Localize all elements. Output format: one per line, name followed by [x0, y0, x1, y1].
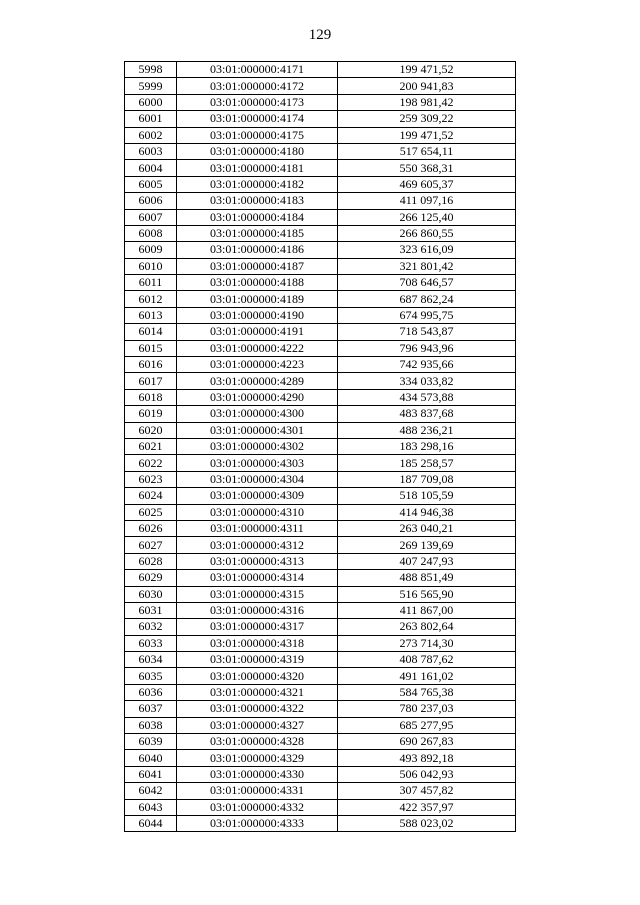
table-row — [125, 619, 516, 635]
cadastral-number-cell: 03:01:000000:4186 — [177, 242, 338, 258]
cadastral-number-cell: 03:01:000000:4289 — [177, 373, 338, 389]
value-cell: 414 946,38 — [338, 504, 516, 520]
row-number-cell: 6027 — [125, 537, 177, 553]
table-row — [125, 717, 516, 733]
cadastral-number-cell: 03:01:000000:4321 — [177, 684, 338, 700]
table-row — [125, 734, 516, 750]
row-number-cell: 6005 — [125, 176, 177, 192]
value-cell: 259 309,22 — [338, 111, 516, 127]
value-cell: 493 892,18 — [338, 750, 516, 766]
value-cell: 687 862,24 — [338, 291, 516, 307]
table-row — [125, 652, 516, 668]
row-number-cell: 6028 — [125, 553, 177, 569]
registry-table — [124, 61, 516, 832]
cadastral-number-cell: 03:01:000000:4173 — [177, 94, 338, 110]
table-row — [125, 488, 516, 504]
row-number-cell: 6012 — [125, 291, 177, 307]
value-cell: 411 867,00 — [338, 602, 516, 618]
row-number-cell: 6000 — [125, 94, 177, 110]
row-number-cell: 6038 — [125, 717, 177, 733]
table-row — [125, 143, 516, 159]
table-row — [125, 586, 516, 602]
cadastral-number-cell: 03:01:000000:4314 — [177, 570, 338, 586]
row-number-cell: 6035 — [125, 668, 177, 684]
cadastral-number-cell: 03:01:000000:4191 — [177, 324, 338, 340]
cadastral-number-cell: 03:01:000000:4172 — [177, 78, 338, 94]
table-row — [125, 225, 516, 241]
value-cell: 408 787,62 — [338, 652, 516, 668]
row-number-cell: 6006 — [125, 193, 177, 209]
row-number-cell: 6041 — [125, 766, 177, 782]
table-row — [125, 520, 516, 536]
row-number-cell: 6040 — [125, 750, 177, 766]
row-number-cell: 5999 — [125, 78, 177, 94]
value-cell: 183 298,16 — [338, 438, 516, 454]
cadastral-number-cell: 03:01:000000:4189 — [177, 291, 338, 307]
row-number-cell: 6043 — [125, 799, 177, 815]
cadastral-number-cell: 03:01:000000:4175 — [177, 127, 338, 143]
row-number-cell: 6032 — [125, 619, 177, 635]
cadastral-number-cell: 03:01:000000:4183 — [177, 193, 338, 209]
row-number-cell: 6016 — [125, 357, 177, 373]
table-row — [125, 701, 516, 717]
cadastral-number-cell: 03:01:000000:4190 — [177, 307, 338, 323]
value-cell: 780 237,03 — [338, 701, 516, 717]
table-row — [125, 209, 516, 225]
value-cell: 491 161,02 — [338, 668, 516, 684]
table-row — [125, 307, 516, 323]
cadastral-number-cell: 03:01:000000:4290 — [177, 389, 338, 405]
value-cell: 185 258,57 — [338, 455, 516, 471]
table-row — [125, 62, 516, 78]
row-number-cell: 6039 — [125, 734, 177, 750]
table-row — [125, 127, 516, 143]
row-number-cell: 6008 — [125, 225, 177, 241]
row-number-cell: 6007 — [125, 209, 177, 225]
row-number-cell: 6042 — [125, 783, 177, 799]
value-cell: 273 714,30 — [338, 635, 516, 651]
cadastral-number-cell: 03:01:000000:4313 — [177, 553, 338, 569]
table-row — [125, 78, 516, 94]
table-row — [125, 553, 516, 569]
row-number-cell: 6002 — [125, 127, 177, 143]
value-cell: 796 943,96 — [338, 340, 516, 356]
table-row — [125, 340, 516, 356]
row-number-cell: 6019 — [125, 406, 177, 422]
cadastral-number-cell: 03:01:000000:4181 — [177, 160, 338, 176]
value-cell: 488 236,21 — [338, 422, 516, 438]
value-cell: 708 646,57 — [338, 275, 516, 291]
value-cell: 483 837,68 — [338, 406, 516, 422]
cadastral-number-cell: 03:01:000000:4333 — [177, 815, 338, 831]
cadastral-number-cell: 03:01:000000:4304 — [177, 471, 338, 487]
value-cell: 187 709,08 — [338, 471, 516, 487]
cadastral-number-cell: 03:01:000000:4303 — [177, 455, 338, 471]
row-number-cell: 6004 — [125, 160, 177, 176]
value-cell: 263 040,21 — [338, 520, 516, 536]
row-number-cell: 6003 — [125, 143, 177, 159]
row-number-cell: 6014 — [125, 324, 177, 340]
value-cell: 407 247,93 — [338, 553, 516, 569]
row-number-cell: 6024 — [125, 488, 177, 504]
table-row — [125, 406, 516, 422]
cadastral-number-cell: 03:01:000000:4223 — [177, 357, 338, 373]
value-cell: 506 042,93 — [338, 766, 516, 782]
value-cell: 516 565,90 — [338, 586, 516, 602]
table-row — [125, 258, 516, 274]
cadastral-number-cell: 03:01:000000:4330 — [177, 766, 338, 782]
row-number-cell: 6029 — [125, 570, 177, 586]
table-row — [125, 160, 516, 176]
cadastral-number-cell: 03:01:000000:4332 — [177, 799, 338, 815]
row-number-cell: 6001 — [125, 111, 177, 127]
cadastral-number-cell: 03:01:000000:4327 — [177, 717, 338, 733]
value-cell: 742 935,66 — [338, 357, 516, 373]
value-cell: 488 851,49 — [338, 570, 516, 586]
table-row — [125, 471, 516, 487]
table-row — [125, 324, 516, 340]
cadastral-number-cell: 03:01:000000:4180 — [177, 143, 338, 159]
cadastral-number-cell: 03:01:000000:4331 — [177, 783, 338, 799]
row-number-cell: 6025 — [125, 504, 177, 520]
value-cell: 517 654,11 — [338, 143, 516, 159]
table-row — [125, 291, 516, 307]
row-number-cell: 6026 — [125, 520, 177, 536]
value-cell: 685 277,95 — [338, 717, 516, 733]
row-number-cell: 6021 — [125, 438, 177, 454]
cadastral-number-cell: 03:01:000000:4171 — [177, 62, 338, 78]
table-row — [125, 94, 516, 110]
table-row — [125, 422, 516, 438]
value-cell: 422 357,97 — [338, 799, 516, 815]
cadastral-number-cell: 03:01:000000:4329 — [177, 750, 338, 766]
row-number-cell: 6011 — [125, 275, 177, 291]
table-row — [125, 635, 516, 651]
value-cell: 269 139,69 — [338, 537, 516, 553]
row-number-cell: 6036 — [125, 684, 177, 700]
table-row — [125, 537, 516, 553]
cadastral-number-cell: 03:01:000000:4319 — [177, 652, 338, 668]
page-number: 129 — [308, 27, 332, 43]
cadastral-number-cell: 03:01:000000:4182 — [177, 176, 338, 192]
table-row — [125, 242, 516, 258]
cadastral-number-cell: 03:01:000000:4301 — [177, 422, 338, 438]
row-number-cell: 6013 — [125, 307, 177, 323]
table-row — [125, 750, 516, 766]
cadastral-number-cell: 03:01:000000:4222 — [177, 340, 338, 356]
row-number-cell: 6010 — [125, 258, 177, 274]
table-row — [125, 783, 516, 799]
value-cell: 469 605,37 — [338, 176, 516, 192]
value-cell: 718 543,87 — [338, 324, 516, 340]
row-number-cell: 6022 — [125, 455, 177, 471]
row-number-cell: 6030 — [125, 586, 177, 602]
row-number-cell: 6015 — [125, 340, 177, 356]
cadastral-number-cell: 03:01:000000:4188 — [177, 275, 338, 291]
value-cell: 266 860,55 — [338, 225, 516, 241]
value-cell: 334 033,82 — [338, 373, 516, 389]
cadastral-number-cell: 03:01:000000:4320 — [177, 668, 338, 684]
row-number-cell: 5998 — [125, 62, 177, 78]
row-number-cell: 6023 — [125, 471, 177, 487]
value-cell: 588 023,02 — [338, 815, 516, 831]
table-row — [125, 373, 516, 389]
table-row — [125, 389, 516, 405]
registry-table-body — [125, 62, 516, 832]
cadastral-number-cell: 03:01:000000:4317 — [177, 619, 338, 635]
cadastral-number-cell: 03:01:000000:4184 — [177, 209, 338, 225]
table-row — [125, 455, 516, 471]
row-number-cell: 6018 — [125, 389, 177, 405]
row-number-cell: 6044 — [125, 815, 177, 831]
cadastral-number-cell: 03:01:000000:4315 — [177, 586, 338, 602]
row-number-cell: 6033 — [125, 635, 177, 651]
table-row — [125, 504, 516, 520]
value-cell: 198 981,42 — [338, 94, 516, 110]
value-cell: 434 573,88 — [338, 389, 516, 405]
table-row — [125, 668, 516, 684]
table-row — [125, 602, 516, 618]
value-cell: 307 457,82 — [338, 783, 516, 799]
cadastral-number-cell: 03:01:000000:4302 — [177, 438, 338, 454]
value-cell: 266 125,40 — [338, 209, 516, 225]
value-cell: 550 368,31 — [338, 160, 516, 176]
cadastral-number-cell: 03:01:000000:4312 — [177, 537, 338, 553]
row-number-cell: 6017 — [125, 373, 177, 389]
cadastral-number-cell: 03:01:000000:4316 — [177, 602, 338, 618]
cadastral-number-cell: 03:01:000000:4174 — [177, 111, 338, 127]
table-row — [125, 275, 516, 291]
value-cell: 674 995,75 — [338, 307, 516, 323]
cadastral-number-cell: 03:01:000000:4300 — [177, 406, 338, 422]
cadastral-number-cell: 03:01:000000:4185 — [177, 225, 338, 241]
value-cell: 199 471,52 — [338, 62, 516, 78]
value-cell: 518 105,59 — [338, 488, 516, 504]
table-row — [125, 766, 516, 782]
row-number-cell: 6020 — [125, 422, 177, 438]
table-row — [125, 176, 516, 192]
row-number-cell: 6009 — [125, 242, 177, 258]
cadastral-number-cell: 03:01:000000:4310 — [177, 504, 338, 520]
cadastral-number-cell: 03:01:000000:4328 — [177, 734, 338, 750]
table-row — [125, 357, 516, 373]
table-row — [125, 193, 516, 209]
value-cell: 690 267,83 — [338, 734, 516, 750]
table-row — [125, 684, 516, 700]
value-cell: 323 616,09 — [338, 242, 516, 258]
table-row — [125, 111, 516, 127]
cadastral-number-cell: 03:01:000000:4311 — [177, 520, 338, 536]
table-row — [125, 815, 516, 831]
table-row — [125, 438, 516, 454]
value-cell: 199 471,52 — [338, 127, 516, 143]
row-number-cell: 6031 — [125, 602, 177, 618]
table-row — [125, 570, 516, 586]
cadastral-number-cell: 03:01:000000:4318 — [177, 635, 338, 651]
value-cell: 584 765,38 — [338, 684, 516, 700]
table-row — [125, 799, 516, 815]
value-cell: 200 941,83 — [338, 78, 516, 94]
row-number-cell: 6037 — [125, 701, 177, 717]
cadastral-number-cell: 03:01:000000:4322 — [177, 701, 338, 717]
value-cell: 321 801,42 — [338, 258, 516, 274]
row-number-cell: 6034 — [125, 652, 177, 668]
cadastral-number-cell: 03:01:000000:4187 — [177, 258, 338, 274]
value-cell: 411 097,16 — [338, 193, 516, 209]
value-cell: 263 802,64 — [338, 619, 516, 635]
cadastral-number-cell: 03:01:000000:4309 — [177, 488, 338, 504]
